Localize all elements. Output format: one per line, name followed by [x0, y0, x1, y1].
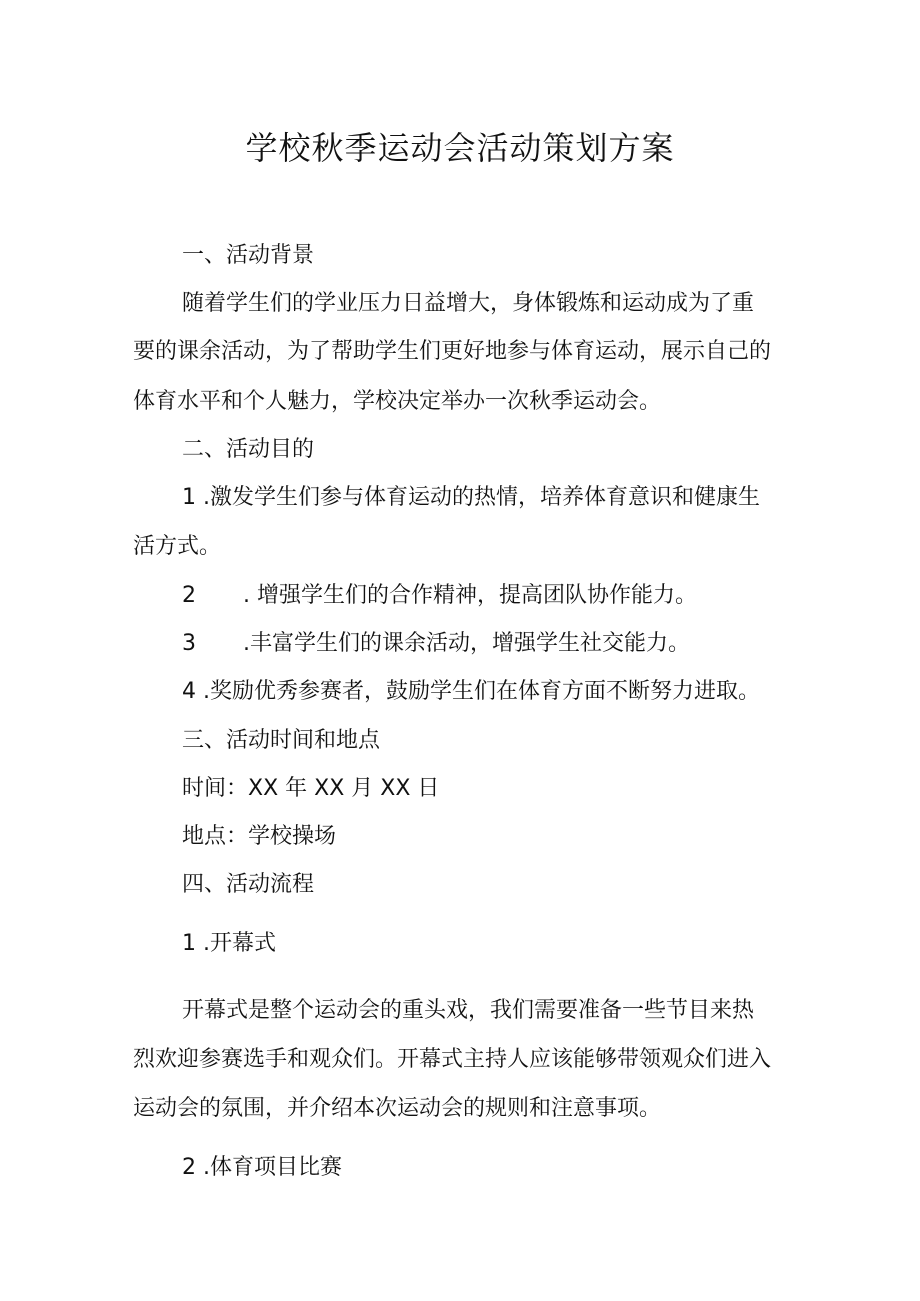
section-heading-background: 一、活动背景 [182, 243, 315, 268]
event-place: 地点：学校操场 [182, 824, 337, 849]
background-paragraph-line-2: 要的课余活动，为了帮助学生们更好地参与体育运动，展示自己的 [133, 339, 772, 364]
event-time: 时间：XX 年 XX 月 XX 日 [182, 776, 440, 801]
purpose-item-3-number: 3 [182, 631, 196, 656]
procedure-subheading-opening: 1 .开幕式 [182, 931, 276, 956]
opening-paragraph-line-3: 运动会的氛围，并介绍本次运动会的规则和注意事项。 [133, 1096, 662, 1121]
purpose-item-3-text: .丰富学生们的课余活动，增强学生社交能力。 [243, 631, 690, 656]
purpose-item-2-number: 2 [182, 583, 196, 608]
purpose-item-4: 4 .奖励优秀参赛者，鼓励学生们在体育方面不断努力进取。 [182, 679, 760, 704]
purpose-item-1-line-1: 1 .激发学生们参与体育运动的热情，培养体育意识和健康生 [182, 485, 760, 510]
section-heading-purpose: 二、活动目的 [182, 437, 315, 462]
opening-paragraph-line-2: 烈欢迎参赛选手和观众们。开幕式主持人应该能够带领观众们进入 [133, 1047, 772, 1072]
opening-paragraph-line-1: 开幕式是整个运动会的重头戏，我们需要准备一些节目来热 [182, 998, 755, 1023]
background-paragraph-line-3: 体育水平和个人魅力，学校决定举办一次秋季运动会。 [133, 389, 662, 414]
purpose-item-1-line-2: 活方式。 [133, 534, 222, 559]
procedure-subheading-competition: 2 .体育项目比赛 [182, 1155, 342, 1180]
background-paragraph-line-1: 随着学生们的学业压力日益增大，身体锻炼和运动成为了重 [182, 291, 755, 316]
section-heading-time-place: 三、活动时间和地点 [182, 728, 381, 753]
document-title: 学校秋季运动会活动策划方案 [245, 129, 675, 167]
purpose-item-2-text: . 增强学生们的合作精神，提高团队协作能力。 [243, 583, 697, 608]
section-heading-procedure: 四、活动流程 [182, 872, 315, 897]
